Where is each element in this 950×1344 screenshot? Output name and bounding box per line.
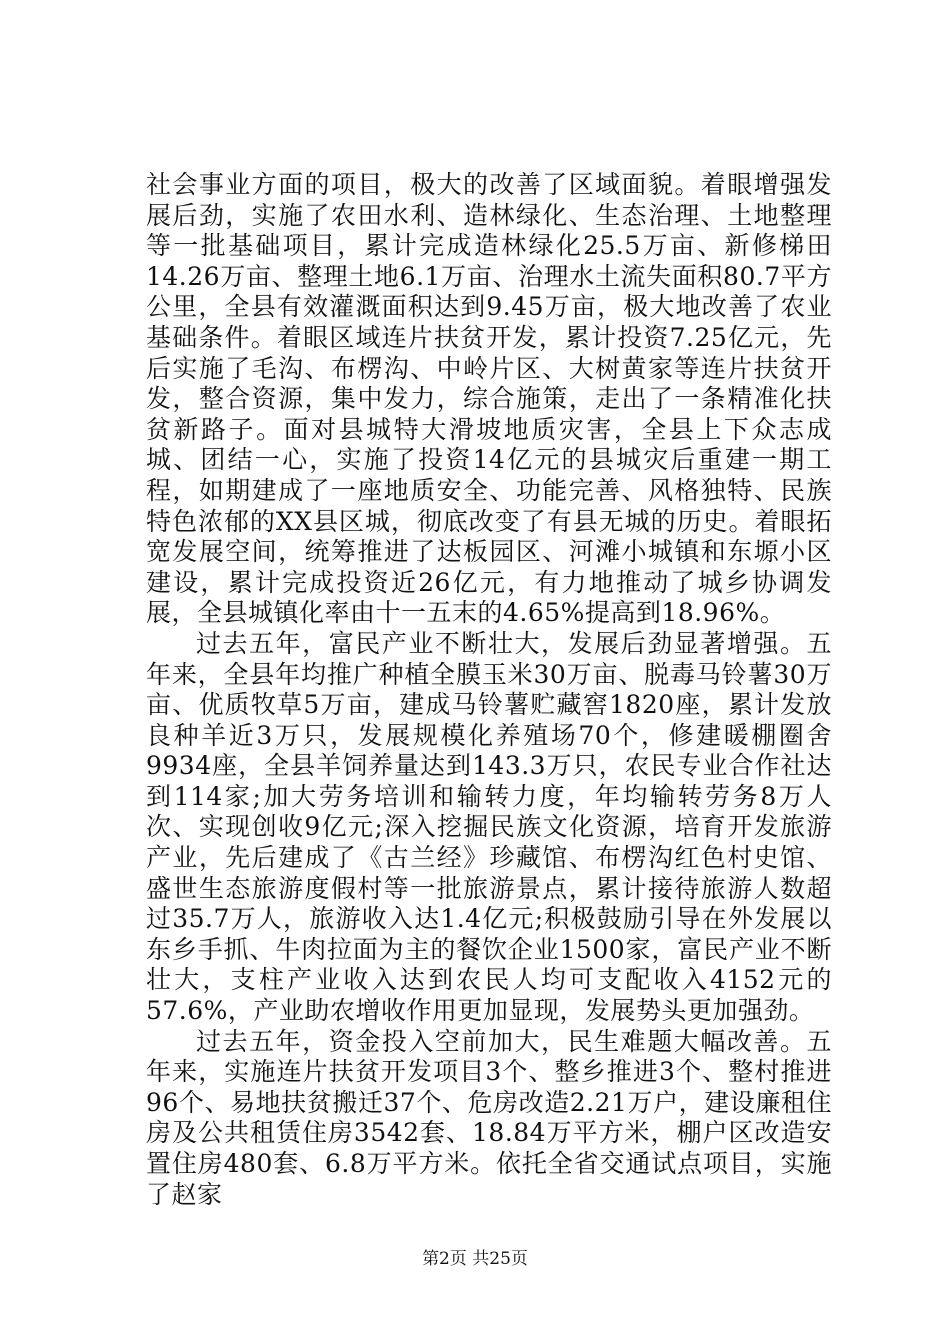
paragraph-1: 社会事业方面的项目，极大的改善了区域面貌。着眼增强发展后劲，实施了农田水利、造林绿化、生态治理、土地整理等一批基础项目，累计完成造林绿化25.5万亩、新修梯田14.26万亩、整理土地6.1万亩、治理水土流失面积80.7平方公里，全县有效灌溉面积达到9.45万亩，极大地改善了农业基础条件。着眼区域连片扶贫开发，累计投资7.25亿元，先后实施了毛沟、布楞沟、中岭片区、大树黄家等连片扶贫开发，整合资源，集中发力，综合施策，走出了一条精准化扶贫新路子。面对县城特大滑坡地质灾害，全县上下众志成城、团结一心，实施了投资14亿元的县城灾后重建一期工程，如期建成了一座地质安全、功能完善、风格独特、民族特色浓郁的XX县区城，彻底改变了有县无城的历史。着眼拓宽发展空间，统筹推进了达板园区、河滩小城镇和东塬小区建设，累计完成投资近26亿元，有力地推动了城乡协调发展，全县城镇化率由十一五末的4.65%提高到18.96%。 (146, 170, 832, 628)
paragraph-3: 过去五年，资金投入空前加大，民生难题大幅改善。五年来，实施连片扶贫开发项目3个、整乡推进3个、整村推进96个、易地扶贫搬迁37个、危房改造2.21万户，建设廉租住房及公共租赁住房3542套、18.84万平方米，棚户区改造安置住房480套、6.8万平方米。依托全省交通试点项目，实施了赵家 (146, 1026, 832, 1209)
document-body (146, 170, 832, 1210)
page-footer: 第2页 共25页 (422, 1249, 528, 1269)
paragraph-2: 过去五年，富民产业不断壮大，发展后劲显著增强。五年来，全县年均推广种植全膜玉米30万亩、脱毒马铃薯30万亩、优质牧草5万亩，建成马铃薯贮藏窖1820座，累计发放良种羊近3万只，发展规模化养殖场70个，修建暖棚圈舍9934座，全县羊饲养量达到143.3万只，农民专业合作社达到114家;加大劳务培训和输转力度，年均输转劳务8万人次、实现创收9亿元;深入挖掘民族文化资源，培育开发旅游产业，先后建成了《古兰经》珍藏馆、布楞沟红色村史馆、盛世生态旅游度假村等一批旅游景点，累计接待旅游人数超过35.7万人，旅游收入达1.4亿元;积极鼓励引导在外发展以东乡手抓、牛肉拉面为主的餐饮企业1500家，富民产业不断壮大，支柱产业收入达到农民人均可支配收入4152元的57.6%，产业助农增收作用更加显现，发展势头更加强劲。 (146, 628, 832, 1026)
